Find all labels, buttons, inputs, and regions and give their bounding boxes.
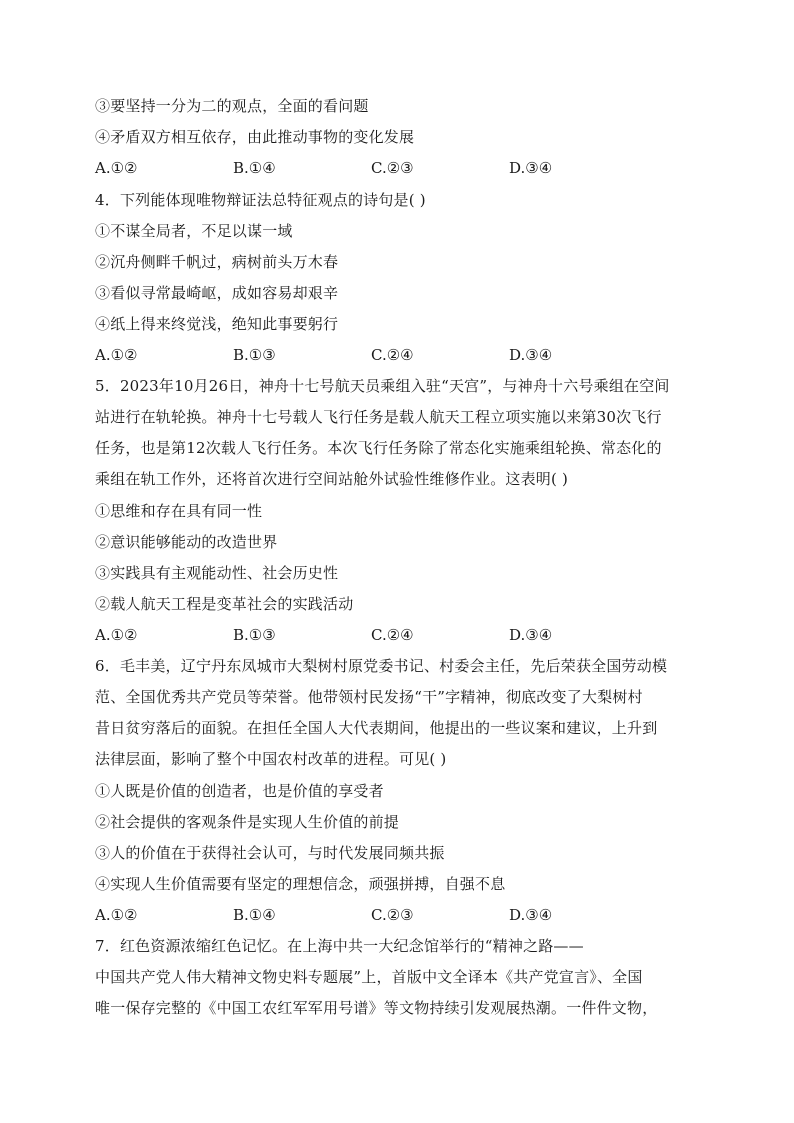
q5-options [95,625,615,645]
q6-stem-line-2: 范、全国优秀共产党员等荣誉。他带领村民发扬“干”字精神，彻底改变了大梨树村 [95,688,643,706]
option-c: C.②③ [371,906,414,924]
q4-item-4: ④纸上得来终觉浅，绝知此事要躬行 [95,315,339,333]
q4-options [95,345,615,365]
q6-item-1: ①人既是价值的创造者，也是价值的享受者 [95,782,384,800]
q6-stem-line-4: 法律层面，影响了整个中国农村改革的进程。可见( ) [95,750,447,768]
q7-stem-line-3: 唯一保存完整的《中国工农红军军用号谱》等文物持续引发观展热潮。一件件文物， [95,999,658,1017]
q6-stem-line-3: 昔日贫穷落后的面貌。在担任全国人大代表期间，他提出的一些议案和建议，上升到 [95,719,658,737]
q4-item-1: ①不谋全局者，不足以谋一域 [95,222,293,240]
option-b: B.①④ [233,159,276,177]
q7-stem-line-2: 中国共产党人伟大精神文物史料专题展”上，首版中文全译本《共产党宣言》、全国 [95,968,643,986]
option-c: C.②③ [371,159,414,177]
q4-stem: 4．下列能体现唯物辩证法总特征观点的诗句是( ) [95,191,426,209]
prev-item-3: ③要坚持一分为二的观点，全面的看问题 [95,97,369,115]
q5-stem-line-3: 任务，也是第12次载人飞行任务。本次飞行任务除了常态化实施乘组轮换、常态化的 [95,439,662,457]
q5-item-1: ①思维和存在具有同一性 [95,502,263,520]
q5-stem-line-4: 乘组在轨工作外，还将首次进行空间站舱外试验性维修作业。这表明( ) [95,470,569,488]
option-c: C.②④ [371,346,414,364]
q7-stem-line-1: 7．红色资源浓缩红色记忆。在上海中共一大纪念馆举行的“精神之路—— [95,937,584,955]
q6-item-3: ③人的价值在于获得社会认可，与时代发展同频共振 [95,844,445,862]
option-b: B.①③ [233,626,276,644]
option-a: A.①② [95,346,138,364]
option-c: C.②④ [371,626,414,644]
q5-item-3: ③实践具有主观能动性、社会历史性 [95,564,339,582]
q6-item-2: ②社会提供的客观条件是实现人生价值的前提 [95,813,400,831]
option-a: A.①② [95,159,138,177]
q5-stem-line-1: 5．2023年10月26日，神舟十七号航天员乘组入驻“天宫”，与神舟十六号乘组在空间 [95,377,670,395]
q6-item-4: ④实现人生价值需要有坚定的理想信念，顽强拼搏，自强不息 [95,875,506,893]
prev-options [95,158,615,178]
option-b: B.①③ [233,346,276,364]
option-a: A.①② [95,906,138,924]
option-d: D.③④ [509,346,553,364]
option-b: B.①④ [233,906,276,924]
option-d: D.③④ [509,906,553,924]
q6-stem-line-1: 6．毛丰美，辽宁丹东凤城市大梨树村原党委书记、村委会主任，先后荣获全国劳动模 [95,657,668,675]
q4-item-3: ③看似寻常最崎岖，成如容易却艰辛 [95,284,339,302]
q5-stem-line-2: 站进行在轨轮换。神舟十七号载人飞行任务是载人航天工程立项实施以来第30次飞行 [95,408,662,426]
prev-item-4: ④矛盾双方相互依存，由此推动事物的变化发展 [95,128,415,146]
option-d: D.③④ [509,626,553,644]
q5-item-4: ②载人航天工程是变革社会的实践活动 [95,595,354,613]
q5-item-2: ②意识能够能动的改造世界 [95,533,278,551]
option-d: D.③④ [509,159,553,177]
option-a: A.①② [95,626,138,644]
q4-item-2: ②沉舟侧畔千帆过，病树前头万木春 [95,253,339,271]
q6-options [95,905,615,925]
